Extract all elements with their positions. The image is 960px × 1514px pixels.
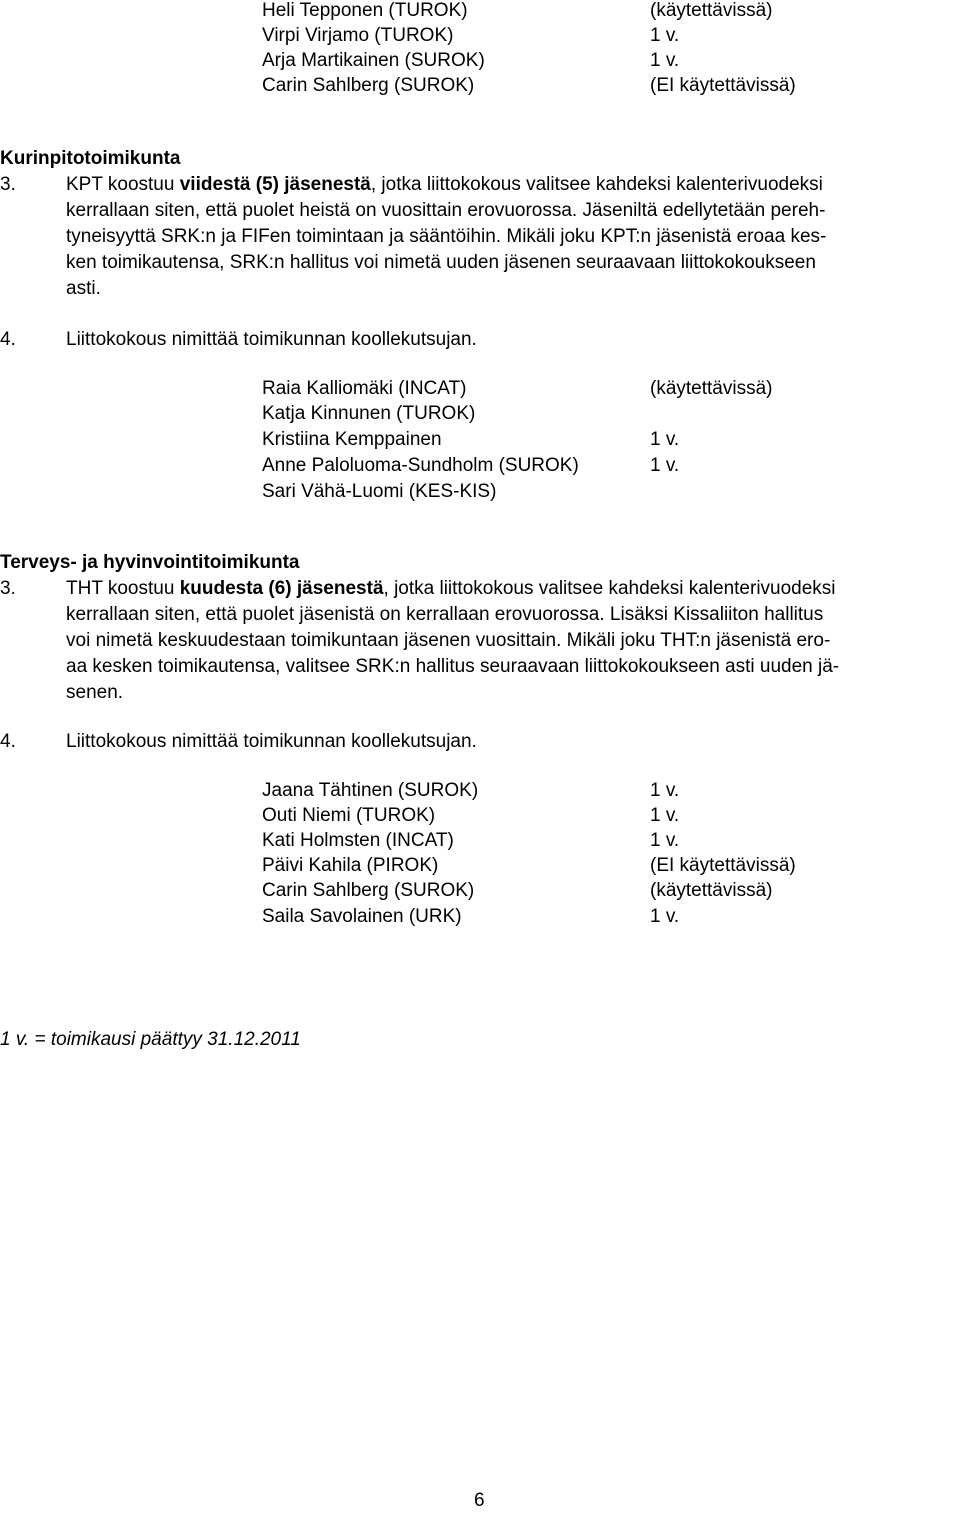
member-name: Kati Holmsten (INCAT) — [262, 830, 454, 851]
member-term: 1 v. — [650, 50, 680, 71]
member-name: Virpi Virjamo (TUROK) — [262, 25, 454, 46]
item-number: 3. — [0, 578, 16, 599]
member-term: (käytettävissä) — [650, 0, 773, 21]
member-name: Kristiina Kemppainen — [262, 429, 442, 450]
paragraph-line: THT koostuu kuudesta (6) jäsenestä, jotka liittokokous valitsee kahdeksi kalenterivuodeksi — [66, 578, 836, 599]
member-term: (EI käytettävissä) — [650, 75, 796, 96]
member-term: (käytettävissä) — [650, 378, 773, 399]
page-number: 6 — [474, 1490, 485, 1511]
member-name: Saila Savolainen (URK) — [262, 906, 462, 927]
member-term: 1 v. — [650, 830, 680, 851]
member-term: 1 v. — [650, 805, 680, 826]
member-term: 1 v. — [650, 780, 680, 801]
member-name: Heli Tepponen (TUROK) — [262, 0, 468, 21]
member-name: Anne Paloluoma-Sundholm (SUROK) — [262, 455, 579, 476]
member-term: (EI käytettävissä) — [650, 855, 796, 876]
paragraph-line: asti. — [66, 278, 101, 299]
member-name: Jaana Tähtinen (SUROK) — [262, 780, 479, 801]
paragraph-line: aa kesken toimikautensa, valitsee SRK:n hallitus seuraavaan liittokokoukseen asti uuden jä- — [66, 656, 840, 677]
paragraph-line: kerrallaan siten, että puolet jäsenistä on kerrallaan erovuorossa. Lisäksi Kissaliiton hallitus — [66, 604, 824, 625]
member-name: Arja Martikainen (SUROK) — [262, 50, 485, 71]
member-term: 1 v. — [650, 906, 680, 927]
member-term: 1 v. — [650, 455, 680, 476]
member-term: (käytettävissä) — [650, 880, 773, 901]
paragraph-line: kerrallaan siten, että puolet heistä on vuosittain erovuorossa. Jäseniltä edellytetään pereh- — [66, 200, 826, 221]
paragraph-line: ken toimikautensa, SRK:n hallitus voi nimetä uuden jäsenen seuraavaan liittokokoukseen — [66, 252, 816, 273]
section-heading: Kurinpitotoimikunta — [0, 148, 181, 169]
paragraph-line: Liittokokous nimittää toimikunnan koollekutsujan. — [66, 329, 477, 350]
paragraph-line: KPT koostuu viidestä (5) jäsenestä, jotka liittokokous valitsee kahdeksi kalenterivuodeksi — [66, 174, 823, 195]
member-name: Carin Sahlberg (SUROK) — [262, 880, 475, 901]
member-name: Sari Vähä-Luomi (KES-KIS) — [262, 481, 497, 502]
paragraph-line: voi nimetä keskuudestaan toimikuntaan jäsenen vuosittain. Mikäli joku THT:n jäsenistä ero- — [66, 630, 831, 651]
paragraph-line: senen. — [66, 682, 124, 703]
member-name: Raia Kalliomäki (INCAT) — [262, 378, 467, 399]
member-name: Outi Niemi (TUROK) — [262, 805, 436, 826]
member-term: 1 v. — [650, 25, 680, 46]
item-number: 4. — [0, 731, 16, 752]
paragraph-line: Liittokokous nimittää toimikunnan koollekutsujan. — [66, 731, 477, 752]
member-name: Päivi Kahila (PIROK) — [262, 855, 439, 876]
paragraph-line: tyneisyyttä SRK:n ja FIFen toimintaan ja sääntöihin. Mikäli joku KPT:n jäsenistä eroaa kes- — [66, 226, 827, 247]
item-number: 4. — [0, 329, 16, 350]
member-name: Carin Sahlberg (SUROK) — [262, 75, 475, 96]
footnote: 1 v. = toimikausi päättyy 31.12.2011 — [0, 1029, 301, 1050]
section-heading: Terveys- ja hyvinvointitoimikunta — [0, 552, 300, 573]
member-term: 1 v. — [650, 429, 680, 450]
member-name: Katja Kinnunen (TUROK) — [262, 403, 476, 424]
item-number: 3. — [0, 174, 16, 195]
